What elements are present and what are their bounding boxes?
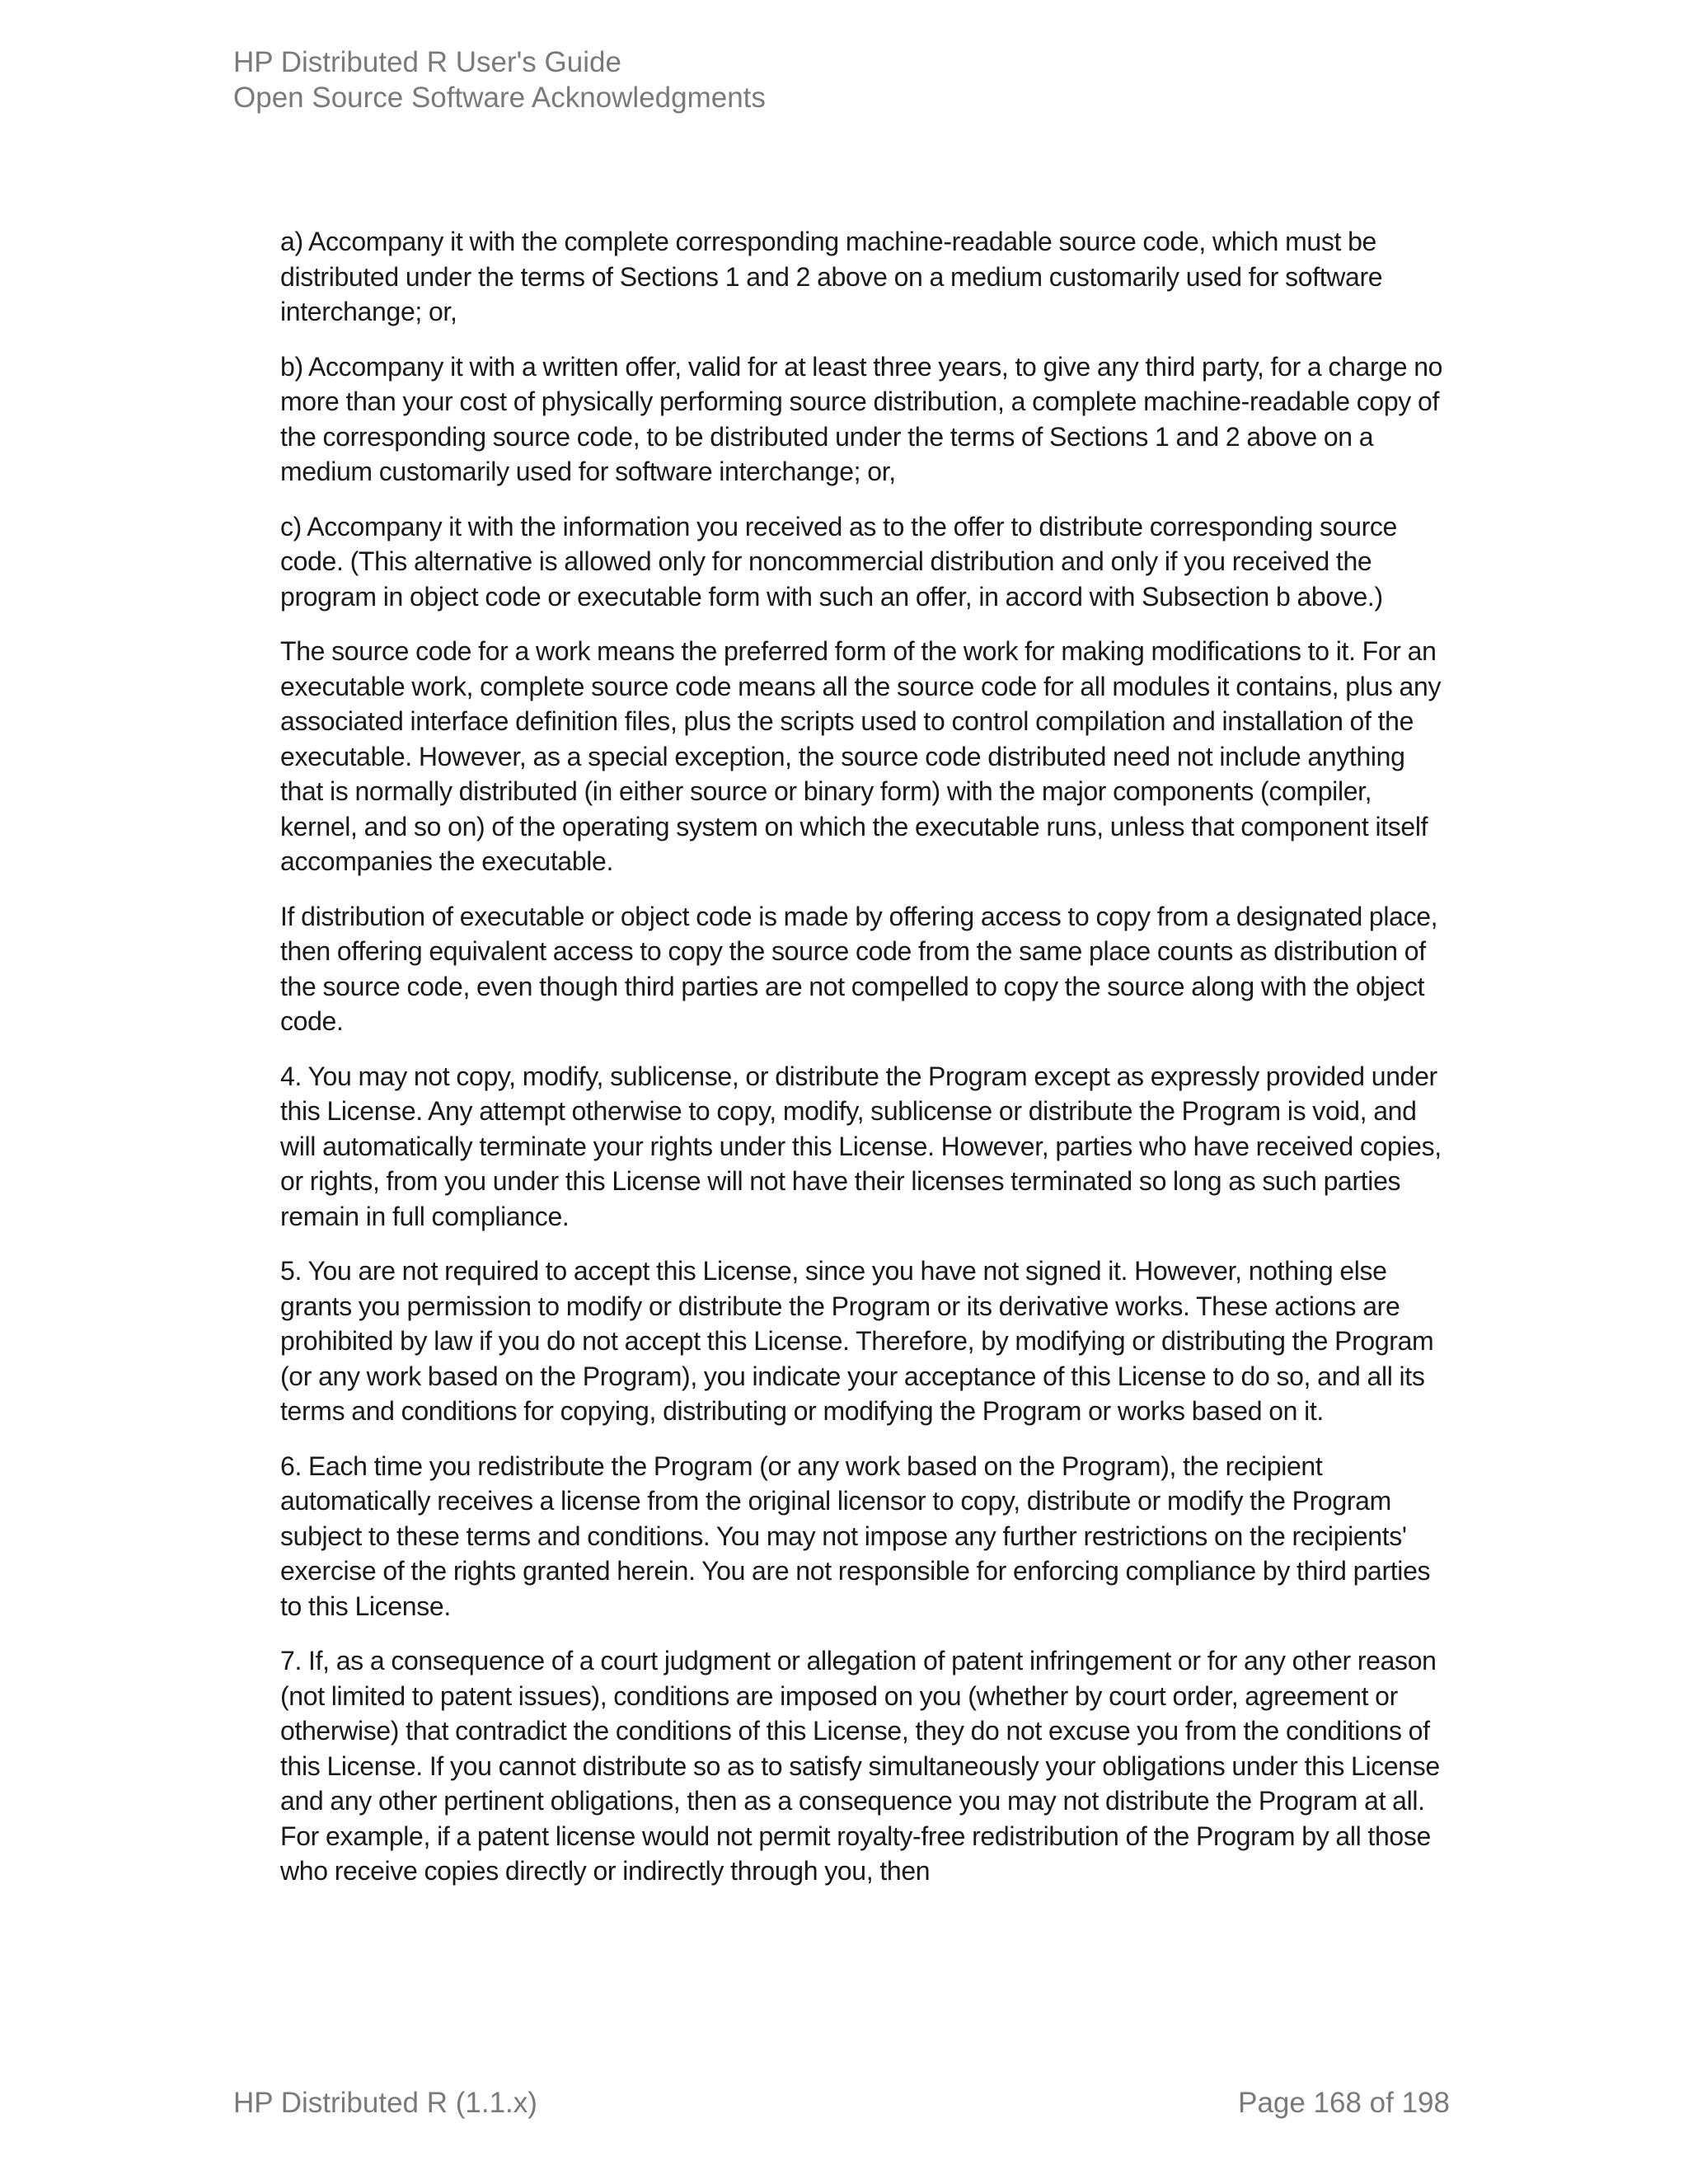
paragraph-section-6: 6. Each time you redistribute the Program (or any work based on the Program), the recipient automatically receives a license from the original licensor to copy, distribute or modify the Program subject to these terms and conditions. You may not impose any further restrictions on the recipients' exercise of the rights granted herein. You are not responsible for enforcing compliance by third parties to this License. [280,1451,1431,1621]
paragraph-section-7: 7. If, as a consequence of a court judgment or allegation of patent infringement or for any other reason (not limited to patent issues), conditions are imposed on you (whether by court order, agreement or otherwise) that contradict the conditions of this License, they do not excuse you from the conditions of this License. If you cannot distribute so as to satisfy simultaneously your obligations under this License and any other pertinent obligations, then as a consequence you may not distribute the Program at all. For example, if a patent license would not permit royalty-free redistribution of the Program by all those who receive copies directly or indirectly through you, then [280,1646,1440,1886]
paragraph-distribution-access: If distribution of executable or object code is made by offering access to copy from a designated place, then offering equivalent access to copy the source code from the same place counts as distribution of the source code, even though third parties are not compelled to copy the source along with the object code. [280,901,1438,1036]
paragraph-clause-a: a) Accompany it with the complete corresponding machine-readable source code, which must be distributed under the terms of Sections 1 and 2 above on a medium customarily used for software interchange; or, [280,227,1383,326]
running-header [233,45,766,115]
paragraph-section-4: 4. You may not copy, modify, sublicense, or distribute the Program except as expressly provided under this License. Any attempt otherwise to copy, modify, sublicense or distribute the Program is void, and will automatically terminate your rights under this License. However, parties who have received copies, or rights, from you under this License will not have their licenses terminated so long as such parties remain in full compliance. [280,1061,1442,1231]
section-title: Open Source Software Acknowledgments [233,82,766,114]
document-title: HP Distributed R User's Guide [233,46,621,78]
page-footer [233,2085,1450,2121]
paragraph-clause-c: c) Accompany it with the information you received as to the offer to distribute corresponding source code. (This alternative is allowed only for noncommercial distribution and only if you received the program in object code or executable form with such an offer, in accord with Subsection b above.) [280,511,1397,612]
paragraph-section-5: 5. You are not required to accept this License, since you have not signed it. However, nothing else grants you permission to modify or distribute the Program or its derivative works. These actions are prohibited by law if you do not accept this License. Therefore, by modifying or distributing the Program (or any work based on the Program), you indicate your acceptance of this License to do so, and all its terms and conditions for copying, distributing or modifying the Program or works based on it. [280,1256,1434,1426]
page-number: Page 168 of 198 [1238,2087,1450,2119]
paragraph-clause-b: b) Accompany it with a written offer, valid for at least three years, to give any third party, for a charge no more than your cost of physically performing source distribution, a complete machine-readable copy of the corresponding source code, to be distributed under the terms of Sections 1 and 2 above on a medium customarily used for software interchange; or, [280,351,1443,486]
document-body [280,224,1451,1909]
paragraph-source-code-definition: The source code for a work means the preferred form of the work for making modifications to it. For an executable work, complete source code means all the source code for all modules it contains, plus any associated interface definition files, plus the scripts used to control compilation and installation of the executable. However, as a special exception, the source code distributed need not include anything that is normally distributed (in either source or binary form) with the major components (compiler, kernel, and so on) of the operating system on which the executable runs, unless that component itself accompanies the executable. [280,636,1442,876]
product-version: HP Distributed R (1.1.x) [233,2087,537,2119]
